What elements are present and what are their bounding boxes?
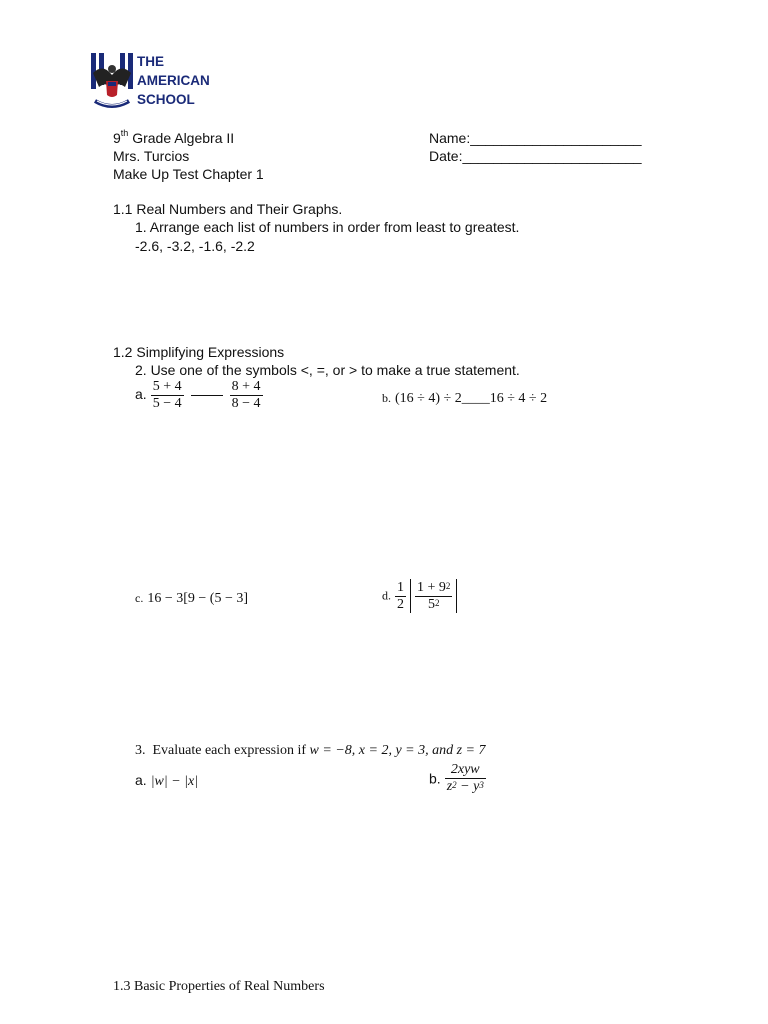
fraction-denominator: 8 − 4 [231,396,261,411]
problem-2b [382,389,547,407]
logo-line-1: THE [137,54,164,69]
section-1-1-title: 1.1 Real Numbers and Their Graphs. [113,201,343,217]
denominator-y: − y [456,779,480,794]
course-title: Grade Algebra II [128,130,235,146]
problem-3a [135,772,198,790]
problem-2c-label: c. [135,591,144,605]
grade-number: 9 [113,130,121,146]
answer-blank-2b[interactable]: ____ [461,391,490,406]
question-3-text: Evaluate each expression if [152,743,307,758]
name-field[interactable]: Name:______________________ [429,130,642,146]
problem-2c [135,589,248,607]
exponent: 2 [434,597,440,608]
question-3 [135,743,486,759]
fraction-2a-left [151,379,184,412]
problem-2d [382,579,457,613]
fraction-numerator: 5 + 4 [152,379,182,394]
exponent: 2 [445,580,451,591]
fraction-numerator: 8 + 4 [231,379,261,394]
fraction-3b [445,762,486,795]
fraction-numerator: 2xyw [450,762,480,777]
course-line [113,130,234,146]
problem-3b [429,762,486,795]
expression-2b-right: 16 ÷ 4 ÷ 2 [489,391,548,406]
problem-3a-label: a. [135,772,147,788]
question-3-label: 3. [135,743,146,758]
problem-2a-label: a. [135,386,147,403]
school-logo [89,51,210,113]
test-title: Make Up Test Chapter 1 [113,166,264,182]
fraction-2d-inner [415,580,452,613]
problem-2b-label: b. [382,391,391,405]
section-1-3-title: 1.3 Basic Properties of Real Numbers [113,979,325,994]
exponent: 3 [479,780,484,790]
expression-2c: 16 − 3[9 − (5 − 3] [147,591,249,606]
expression-2b-left: (16 ÷ 4) ÷ 2 [395,391,462,406]
expression-3a: |w| − |x| [150,774,199,789]
fraction-denominator: 5 [427,596,435,612]
fraction-2a-right [230,379,263,412]
abs-bar-right [456,579,457,613]
logo-line-2: AMERICAN [137,73,210,88]
eagle-crest-icon [89,51,135,113]
question-3-values: w = −8, x = 2, y = 3, and z = 7 [309,743,486,758]
number-list: -2.6, -3.2, -1.6, -2.2 [135,238,255,254]
fraction-denominator: 5 − 4 [152,396,182,411]
fraction-2d-half [395,580,406,613]
question-2: 2. Use one of the symbols <, =, or > to make a true statement. [135,362,520,378]
logo-wordmark [137,52,210,109]
answer-blank-2a[interactable] [191,395,223,396]
section-1-2-title: 1.2 Simplifying Expressions [113,344,285,360]
fraction-numerator: 1 [397,579,404,595]
denominator-z: z [446,779,453,794]
abs-bar-left [410,579,411,613]
fraction-denominator: 2 [397,596,404,612]
teacher-name: Mrs. Turcios [113,148,190,164]
logo-line-3: SCHOOL [137,92,195,107]
date-field[interactable]: Date:_______________________ [429,148,642,164]
question-1: 1. Arrange each list of numbers in order from least to greatest. [135,219,520,235]
problem-2a [135,379,263,412]
fraction-numerator: 1 + 9 [417,579,446,595]
problem-3b-label: b. [429,770,441,787]
problem-2d-label: d. [382,588,391,603]
exponent: 2 [452,780,457,790]
grade-suffix: th [120,128,129,138]
